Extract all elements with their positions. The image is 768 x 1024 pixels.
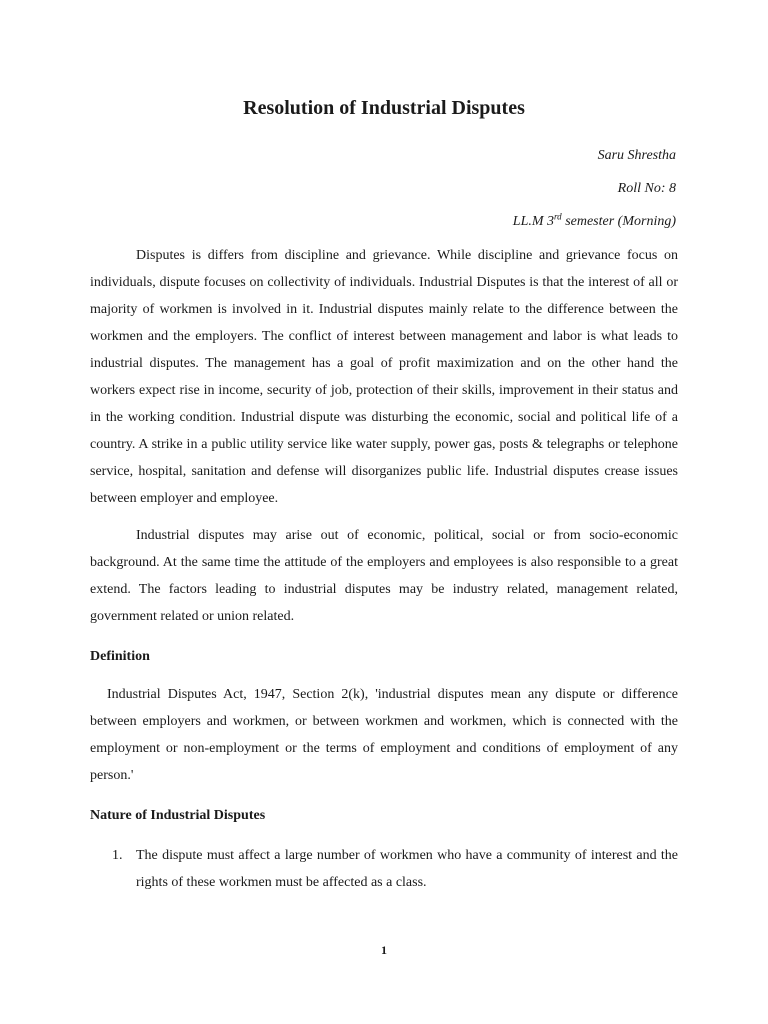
- semester-line: [513, 213, 676, 231]
- paragraph-intro: Disputes is differs from discipline and grievance. While discipline and grievance focus on individuals, dispute focuses on collectivity of individuals. Industrial Disputes is that the interest of all or majority of workmen is involved in it. Industrial disputes mainly relate to the difference between the workmen and the employers. The conflict of interest between management and labor is what leads to industrial disputes. The management has a goal of profit maximization and on the other hand the workers expect rise in income, security of job, protection of their skills, improvement in their status and in the working condition. Industrial dispute was disturbing the economic, social and political life of a country. A strike in a public utility service like water supply, power gas, posts & telegraphs or telephone service, hospital, sanitation and defense will disorganizes public life. Industrial disputes crease issues between employer and employee.: [90, 248, 678, 506]
- semester-prefix: LL.M 3: [512, 214, 555, 229]
- semester-superscript: rd: [554, 211, 562, 222]
- list-item-number: 1.: [112, 848, 123, 863]
- nature-list: [112, 842, 678, 896]
- heading-definition: Definition: [90, 649, 150, 664]
- paragraph-factors: Industrial disputes may arise out of economic, political, social or from socio-economic background. At the same time the attitude of the employers and employees is also responsible to a great extend. The factors leading to industrial disputes may be industry related, management related, government related or union related.: [90, 528, 678, 624]
- paragraph-definition: Industrial Disputes Act, 1947, Section 2(k), 'industrial disputes mean any dispute or difference between employers and workmen, or between workmen and workmen, which is connected with the employment or non-employment or the terms of employment and conditions of employment of any person.': [90, 687, 678, 783]
- list-item-text: The dispute must affect a large number of workmen who have a community of interest and the rights of these workmen must be affected as a class.: [136, 848, 678, 890]
- heading-nature: Nature of Industrial Disputes: [90, 808, 266, 823]
- list-item: [112, 842, 678, 896]
- author-name: Saru Shrestha: [597, 148, 676, 163]
- page-number: 1: [381, 943, 387, 957]
- document-title: Resolution of Industrial Disputes: [243, 97, 525, 119]
- roll-number: Roll No: 8: [617, 181, 676, 196]
- semester-suffix: semester (Morning): [561, 214, 676, 229]
